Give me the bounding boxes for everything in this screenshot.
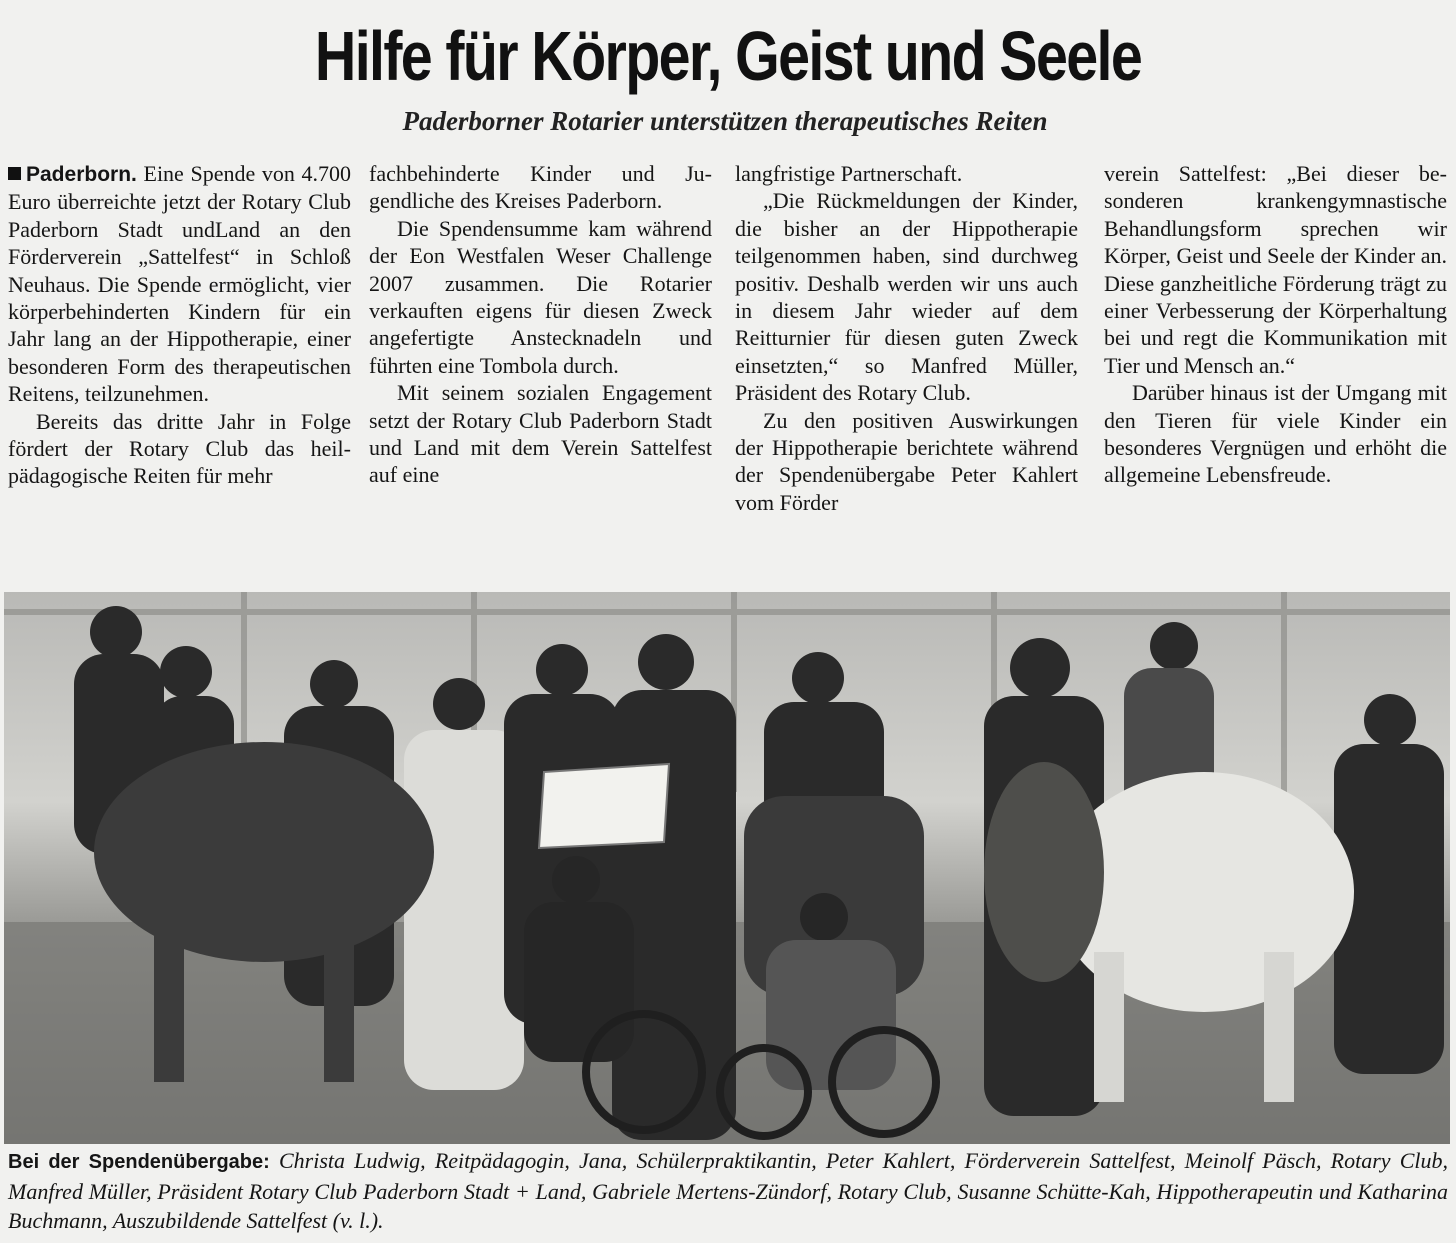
bullet-square-icon	[8, 167, 21, 180]
paragraph: Mit seinem sozialen Engagement setzt der Rotary Club Paderborn Stadt und Land mit dem Verein Sattelfest auf eine	[369, 380, 712, 488]
paragraph	[8, 160, 351, 408]
article-column-1	[8, 160, 351, 490]
subheadline: Paderborner Rotarier unterstützen therapeutisches Reiten	[402, 106, 1048, 136]
article-column-4	[1104, 160, 1447, 489]
group-photo-illustration	[4, 592, 1450, 1144]
paragraph: Die Spendensumme kam während der Eon Westfalen Weser Challenge 2007 zusammen. Die Rotarier verkauften eigens für diesen Zweck angefertigte Anstecknadeln und führten eine Tombola durch.	[369, 215, 712, 378]
paragraph-text: Eine Spende von 4.700 Euro überreichte jetzt der Rotary Club Paderborn Stadt undLand an den Förderverein „Sattelfest“ in Schloß Neuhaus. Die Spende ermöglicht, vier körperbehinderten Kindern für ein Jahr lang an der Hippotherapie, einer besonderen Form des therapeutischen Reitens, teilzunehmen.	[8, 161, 351, 407]
group-photo	[4, 592, 1450, 1144]
headline: Hilfe für Körper, Geist und Seele	[314, 17, 1142, 95]
paragraph: Darüber hinaus ist der Umgang mit den Tieren für viele Kinder ein besonderes Vergnügen und erhöht die allgemeine Lebensfreude.	[1104, 380, 1447, 488]
dateline: Paderborn.	[26, 163, 137, 186]
paragraph: verein Sattelfest: „Bei dieser besonderen krankengymnastische Behandlungsform sprechen wir Körper, Geist und Seele der Kinder an. Diese ganzheitliche Förderung trägt zu einer Verbesserung der Körperhaltung bei und regt die Kommunikation mit Tier und Mensch an.“	[1104, 161, 1447, 378]
paragraph: fachbehinderte Kinder und Jugendliche des Kreises Paderborn.	[369, 161, 712, 214]
paragraph: Zu den positiven Auswirkungen der Hippotherapie berichtete während der Spendenübergabe Peter Kahlert vom Förder	[735, 407, 1078, 515]
paragraph: Bereits das dritte Jahr in Folge fördert der Rotary Club das heilpädagogische Reiten für mehr	[8, 408, 351, 489]
article-column-2	[369, 160, 712, 489]
caption-label: Bei der Spendenübergabe:	[8, 1151, 270, 1173]
article-column-3	[735, 160, 1078, 516]
photo-caption	[8, 1146, 1448, 1235]
caption-text: Christa Ludwig, Reitpädagogin, Jana, Schülerpraktikantin, Peter Kahlert, Förderverein Sattelfest, Meinolf Päsch, Rotary Club, Manfred Müller, Präsident Rotary Club Paderborn Stadt + Land, Gabriele Mertens-Zündorf, Rotary Club, Susanne Schütte-Kah, Hippotherapeutin und Katharina Buchmann, Auszubildende Sattelfest (v. l.).	[8, 1148, 1448, 1233]
paragraph: „Die Rückmeldungen der Kinder, die bisher an der Hippotherapie teilgenommen haben, sind durchweg positiv. Deshalb werden wir uns auch in diesem Jahr wieder auf dem Reitturnier für diesen guten Zweck einsetzten,“ so Manfred Müller, Präsident des Rotary Club.	[735, 188, 1078, 406]
paragraph: langfristige Partnerschaft.	[735, 161, 963, 186]
